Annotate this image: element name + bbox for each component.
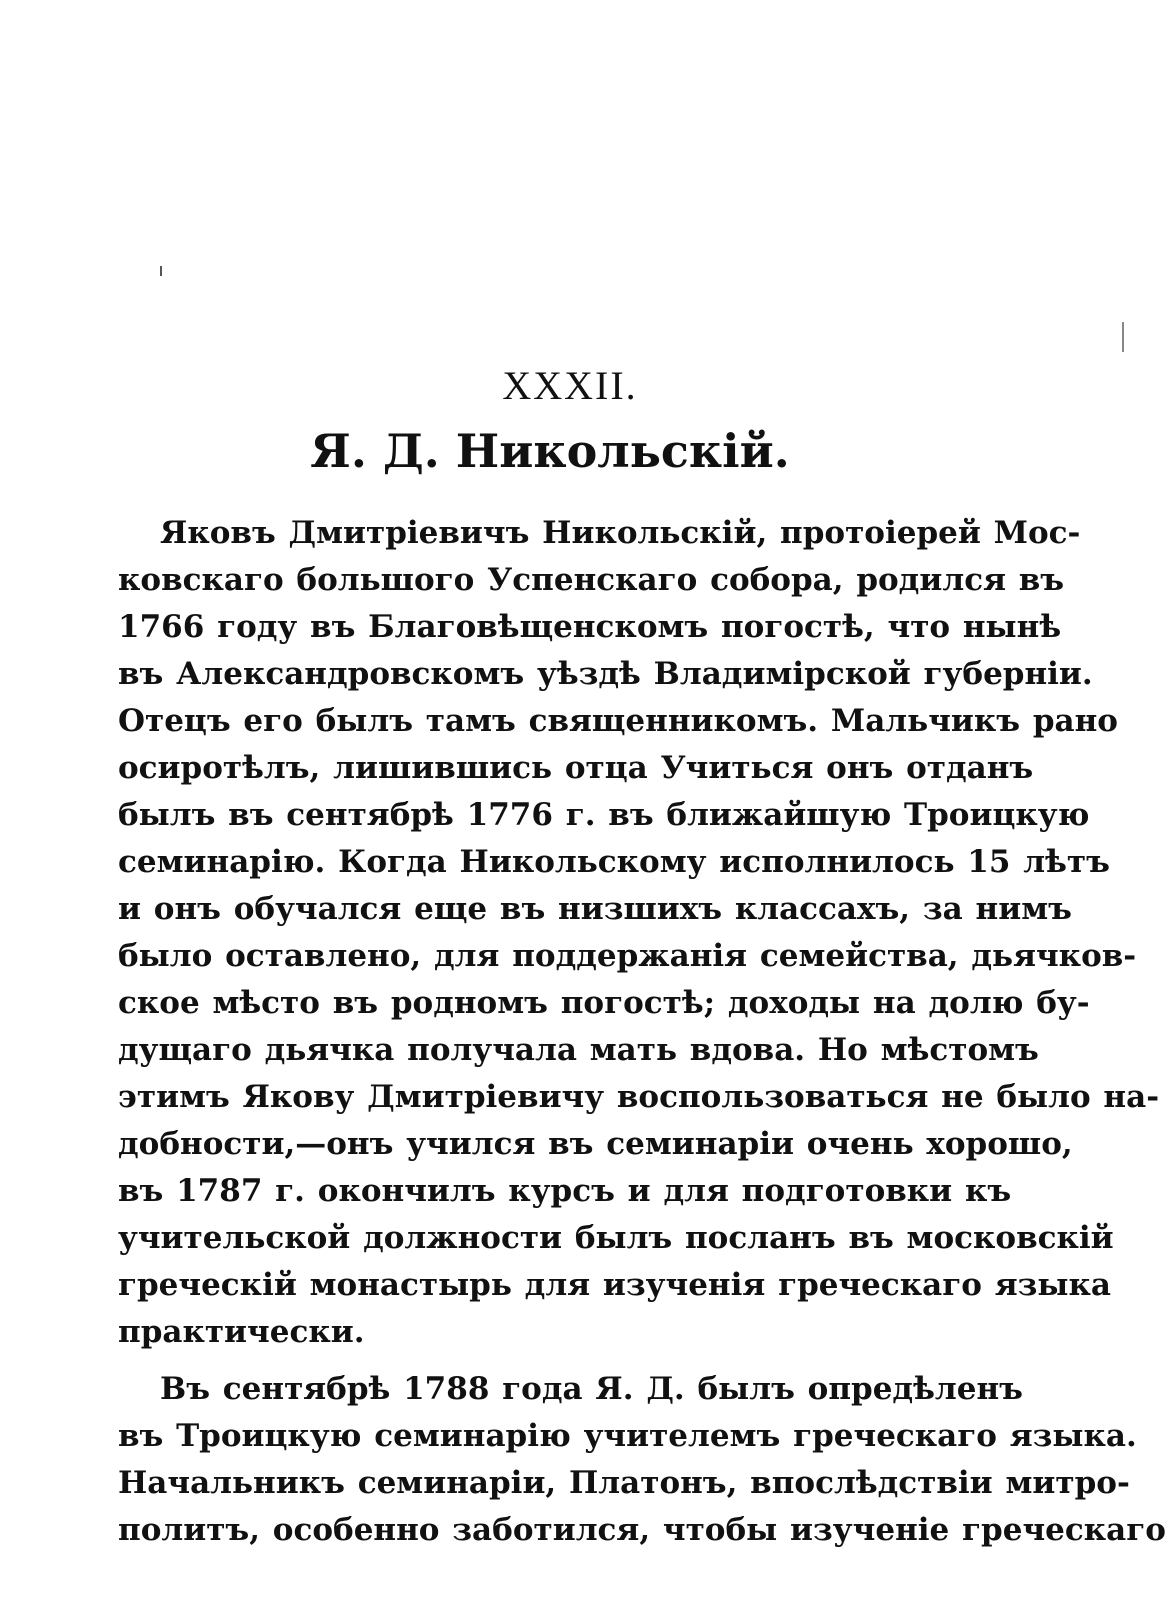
text-line: осиротѣлъ, лишившись отца Учиться онъ отданъ: [118, 750, 1034, 786]
text-line: въ 1787 г. окончилъ курсъ и для подготовки къ: [118, 1173, 1012, 1209]
text-line: въ Троицкую семинарію учителемъ греческаго языка.: [118, 1418, 1137, 1454]
text-line: Яковъ Дмитріевичъ Никольскій, протоіерей Мос-: [160, 515, 1081, 551]
text-line: и онъ обучался еще въ низшихъ классахъ, за нимъ: [118, 891, 1072, 927]
print-speck: [1122, 322, 1124, 352]
text-line: 1766 году въ Благовѣщенскомъ погостѣ, что нынѣ: [118, 609, 1062, 645]
body-text: [118, 510, 1166, 1554]
chapter-title: Я. Д. Никольскій.: [310, 424, 790, 478]
text-line: дущаго дьячка получала мать вдова. Но мѣстомъ: [118, 1032, 1039, 1068]
text-line: Отецъ его былъ тамъ священникомъ. Мальчикъ рано: [118, 703, 1118, 739]
text-line: греческій монастырь для изученія греческаго языка: [118, 1267, 1111, 1303]
text-line: ское мѣсто въ родномъ погостѣ; доходы на долю бу-: [118, 985, 1090, 1021]
text-line: практически.: [118, 1314, 365, 1350]
text-line: политъ, особенно заботился, чтобы изученіе греческаго: [118, 1512, 1166, 1548]
text-line: добности,—онъ учился въ семинаріи очень хорошо,: [118, 1126, 1073, 1162]
text-line: этимъ Якову Дмитріевичу воспользоваться не было на-: [118, 1079, 1160, 1115]
text-line: учительской должности былъ посланъ въ московскій: [118, 1220, 1114, 1256]
chapter-number: XXXII.: [502, 363, 638, 408]
text-line: Въ сентябрѣ 1788 года Я. Д. былъ опредѣленъ: [160, 1371, 1023, 1407]
paragraph-gap: [118, 1356, 980, 1366]
print-speck: [160, 266, 162, 276]
text-line: было оставлено, для поддержанія семейства, дьячков-: [118, 938, 1137, 974]
text-line: семинарію. Когда Никольскому исполнилось 15 лѣтъ: [118, 844, 1110, 880]
text-line: былъ въ сентябрѣ 1776 г. въ ближайшую Троицкую: [118, 797, 1090, 833]
text-line: ковскаго большого Успенскаго собора, родился въ: [118, 562, 1065, 598]
text-line: въ Александровскомъ уѣздѣ Владимірской губерніи.: [118, 656, 1093, 692]
text-line: Начальникъ семинаріи, Платонъ, впослѣдствіи митро-: [118, 1465, 1130, 1501]
